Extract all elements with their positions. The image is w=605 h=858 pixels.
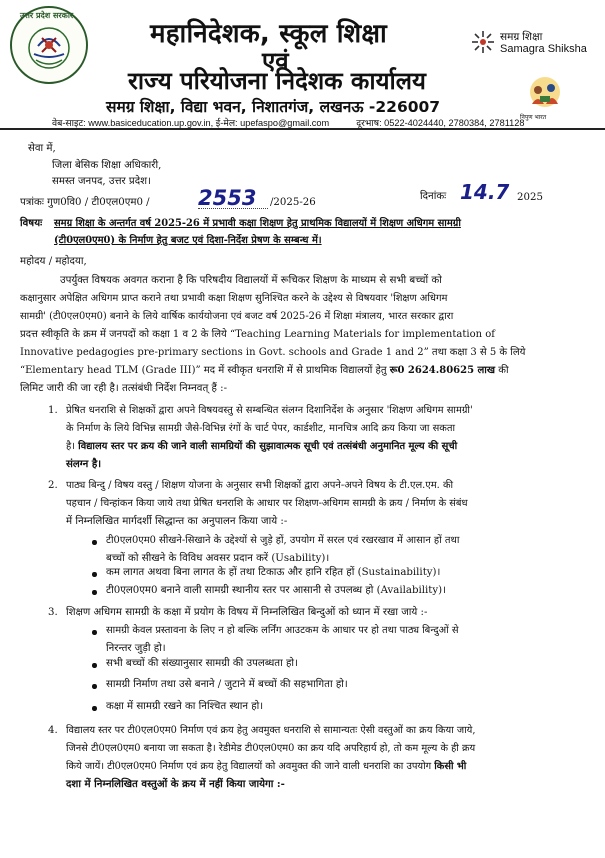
point-2-line-1: पाठ्य बिन्दु / विषय वस्तु / शिक्षण योजना के अनुसार सभी शिक्षकों द्वारा अपने-अपने विषय के टी.एल.एम. की [66,480,454,491]
point-2-number: 2. [48,480,58,491]
letter-year: /2025-26 [270,197,316,208]
point-1-bold-note: विद्यालय स्तर पर क्रय की जाने वाली सामग्रियों की सुझावात्मक सूची एवं तत्संबंधी अनुमानित मूल्य की सूची [78,441,458,452]
recipient-line2: समस्त जनपद, उत्तर प्रदेश। [52,176,151,187]
point-2-line-3: में निम्नलिखित मार्गदर्शी सिद्धान्त का अनुपालन किया जाये :- [66,516,288,527]
bullet-icon [92,706,97,711]
subject-label: विषयः [20,217,43,229]
point-3-number: 3. [48,607,58,618]
intro-line-4: प्रदत्त स्वीकृति के क्रम में जनपदों को कक्षा 1 व 2 के लिये “Teaching Learning Materials for implementation of [20,329,495,340]
intro-line-6-text: “Elementary head TLM (Grade III)” मद में स्वीकृत धनराशि में से प्राथमिक विद्यालयों हेतु [20,365,387,376]
point-3-line-1: शिक्षण अधिगम सामग्री के कक्षा में प्रयोग के विषय में निम्नलिखित बिन्दुओं को ध्यान में रखा जाये :- [66,607,428,618]
point-1-line-1: प्रेषित धनराशि से शिक्षकों द्वारा अपने विषयवस्तु से सम्बन्धित संलग्न दिशानिर्देश के अनुसार 'शिक्षण अधिगम सामग्री' [66,405,473,416]
point-1-line-2: के निर्माण के लिये विभिन्न सामग्री जैसे-विभिन्न रंगों के चार्ट पेपर, कार्डशीट, मानचित्र आदि क्रय किया जा सकता [66,423,456,434]
intro-line-7: लिमिट जारी की जा रही है। तत्संबंधी निर्देश निम्नवत् हैं :- [20,383,228,394]
point-2-bullet-2: कम लागत अथवा बिना लागत के हों तथा टिकाऊ और हानि रहित हों (Sustainability)। [106,567,441,578]
point-4-bold-1: किसी भी [434,761,467,772]
point-4-line-1: विद्यालय स्तर पर टी0एल0एम0 निर्माण एवं क्रय हेतु अवमुक्त धनराशि से सामान्यतः ऐसी वस्तुओं का क्रय किया जाये, [66,725,476,736]
contact-website-email: वेब-साइट: www.basiceducation.up.gov.in, ई-मेल: upefaspo@gmail.com [52,118,330,128]
office-address: समग्र शिक्षा, विद्या भवन, निशातगंज, लखनऊ -226007 [106,98,441,116]
point-2-bullet-3: टी0एल0एम0 बनाने वाली सामग्री स्थानीय स्तर पर आसानी से उपलब्ध हो (Availability)। [106,585,446,596]
point-1-line-3-text: है। [66,441,75,452]
nipun-bharat-logo [520,74,570,114]
limit-amount: रू0 2624.80625 लाख [389,365,496,376]
office-title-line3: राज्य परियोजना निदेशक कार्यालय [128,67,426,95]
point-4-line-3 [66,758,466,775]
letter-number-dots [198,208,268,209]
point-1-line-4: संलग्न है। [66,458,102,470]
point-3-bullet-2: सभी बच्चों की संख्यानुसार सामग्री की उपलब्धता हो। [106,658,298,669]
point-2-bullet-1-line-2: बच्चों को सीखने के विविध अवसर प्रदान करें (Usability)। [106,553,330,564]
bullet-icon [92,630,97,635]
date-year: 2025 [517,192,543,203]
point-3-bullet-4: कक्षा में सामग्री रखने का निश्चित स्थान हो। [106,701,264,712]
subject-line1: समग्र शिक्षा के अन्तर्गत वर्ष 2025-26 में प्रभावी कक्षा शिक्षण हेतु प्राथमिक विद्यालयों में शिक्षण अधिगम सामग्री [54,218,461,229]
intro-line-3: सामग्री' (टी0एल0एम0) बनाने के लिये वार्षिक कार्ययोजना एवं बजट वर्ष 2025-26 में शिक्षा मंत्रालय, भारत सरकार द्वारा [20,311,454,322]
header-divider [0,128,605,130]
intro-line-5: Innovative pedagogies pre-primary sections in Govt. schools and Grade 1 and 2” तथा कक्षा 3 से 5 के लिये [20,347,526,358]
point-2-bullet-1-line-1: टी0एल0एम0 सीखने-सिखाने के उद्देश्यों से जुड़े हों, उपयोग में सरल एवं रखरखाव में आसान हों तथा [106,535,460,546]
emblem-caption: उत्तर प्रदेश सरकार [20,11,74,20]
point-3-bullet-3: सामग्री निर्माण तथा उसे बनाने / जुटाने में बच्चों की सहभागिता हो। [106,679,348,690]
point-3-bullet-1-line-1: सामग्री केवल प्रस्तावना के लिए न हो बल्कि लर्निंग आउटकम के आधार पर हो तथा पाठ्य बिन्दुओं से [106,625,459,636]
bullet-icon [92,684,97,689]
point-4-line-4: दशा में निम्नलिखित वस्तुओं के क्रय में नहीं किया जायेगा :- [66,778,285,790]
point-2-line-2: पहचान / चिन्हांकन किया जाये तथा प्रेषित धनराशि के आधार पर शिक्षण-अधिगम सामग्री के क्रय / निर्माण के संबंध [66,498,468,509]
bullet-icon [92,663,97,668]
point-4-line-3-text: किये जायें। टी0एल0एम0 निर्माण एवं क्रय हेतु विद्यालयों को अवमुक्त की जाने वाली धनराशि का उपयोग [66,761,432,772]
nipun-bharat-text: निपुण भारत [520,114,547,121]
intro-line-1: उपर्युक्त विषयक अवगत कराना है कि परिषदीय विद्यालयों में रूचिकर शिक्षण के माध्यम से सभी बच्चों को [60,275,442,286]
samagra-hindi: समग्र शिक्षा [500,31,543,43]
point-4-number: 4. [48,725,58,736]
contact-phone: दूरभाष: 0522-4024440, 2780384, 2781128 [356,118,525,128]
date-handwritten: 14.7 [460,180,510,204]
letter-number-handwritten: 2553 [198,186,257,210]
samagra-shiksha-logo [471,30,495,54]
letter-number-label: पत्रांकः गुण0वि0 / टी0एल0एम0 / [20,197,150,208]
bullet-icon [92,540,97,545]
to-label: सेवा में, [28,143,56,154]
date-label: दिनांकः [420,191,447,202]
recipient-line1: जिला बेसिक शिक्षा अधिकारी, [52,160,162,171]
intro-line-6 [20,362,509,379]
office-title-line2: एवं [262,47,289,75]
bullet-icon [92,590,97,595]
salutation: महोदय / महोदया, [20,256,87,267]
intro-line-6-end: की [498,365,509,376]
bullet-icon [92,572,97,577]
point-3-bullet-1-line-2: निरन्तर जुड़ी हो। [106,643,166,654]
point-1-number: 1. [48,405,58,416]
samagra-english: Samagra Shiksha [500,43,587,55]
subject-line2: (टी0एल0एम0) के निर्माण हेतु बजट एवं दिशा-निर्देश प्रेषण के सम्बन्ध में। [54,235,322,246]
office-title-line1: महानिदेशक, स्कूल शिक्षा [150,19,387,49]
point-4-line-2: जिनसे टी0एल0एम0 बनाया जा सकता है। रेडीमेड टी0एल0एम0 का क्रय यदि अपरिहार्य हो, तो कम मूल्य के ही क्रय [66,743,476,754]
intro-line-2: कक्षानुसार अपेक्षित अधिगम प्राप्त कराने तथा प्रभावी कक्षा शिक्षण सुनिश्चित करने के उद्देश्य से विषयवार 'शिक्षण अधिगम [20,293,448,304]
point-1-line-3 [66,438,457,455]
